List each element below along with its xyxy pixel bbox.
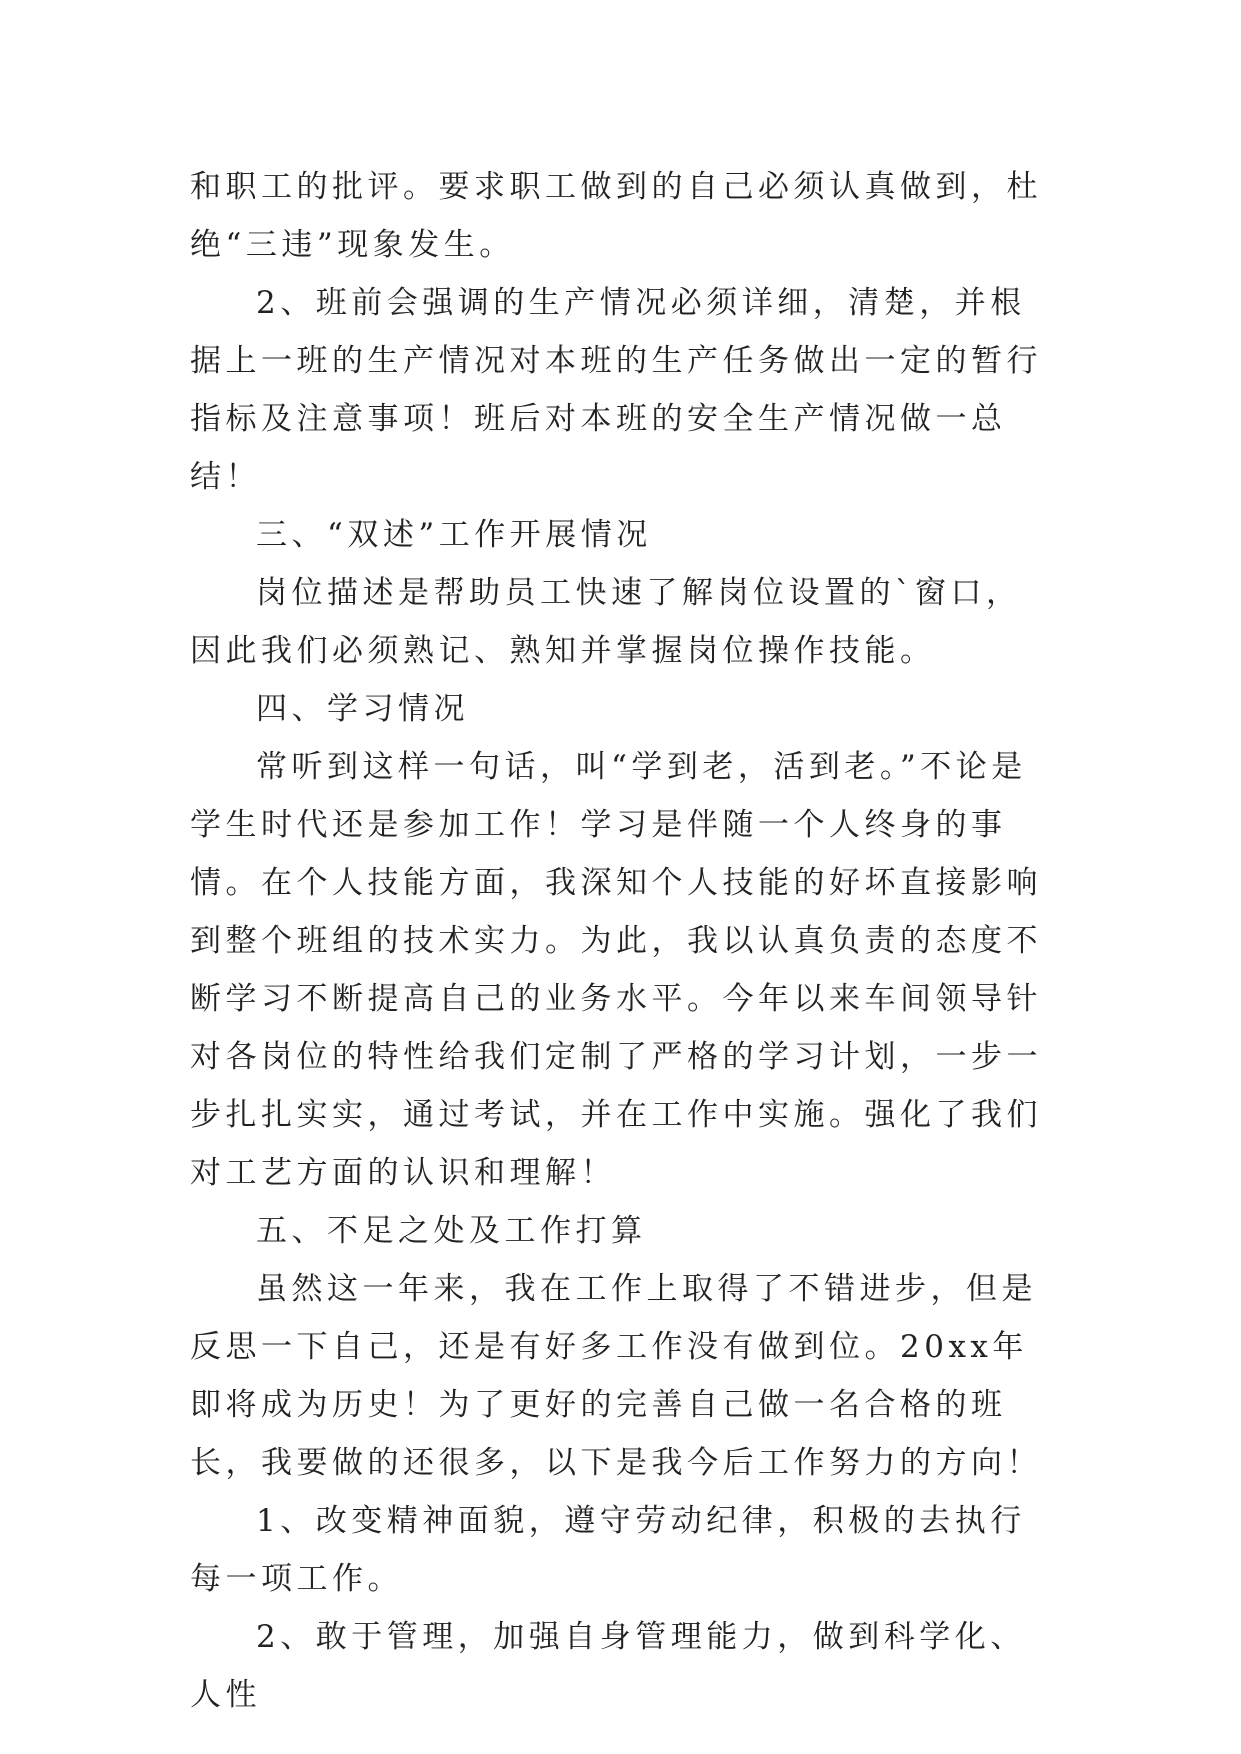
paragraph-continuation: 和职工的批评。要求职工做到的自己必须认真做到，杜绝“三违”现象发生。 — [190, 169, 1042, 263]
paragraph: 岗位描述是帮助员工快速了解岗位设置的`窗口，因此我们必须熟记、熟知并掌握岗位操作技能。 — [190, 575, 1022, 669]
section-heading-4: 四、学习情况 — [256, 691, 469, 727]
paragraph: 虽然这一年来，我在工作上取得了不错进步，但是反思一下自己，还是有好多工作没有做到位。20xx年即将成为历史！为了更好的完善自己做一名合格的班长，我要做的还很多，以下是我今后工作努力的方向！ — [190, 1271, 1042, 1481]
paragraph-item-2: 2、敢于管理，加强自身管理能力，做到科学化、人性 — [190, 1619, 1026, 1713]
paragraph: 常听到这样一句话，叫“学到老，活到老。”不论是学生时代还是参加工作！学习是伴随一个人终身的事情。在个人技能方面，我深知个人技能的好坏直接影响到整个班组的技术实力。为此，我以认真负责的态度不断学习不断提高自己的业务水平。今年以来车间领导针对各岗位的特性给我们定制了严格的学习计划，一步一步扎扎实实，通过考试，并在工作中实施。强化了我们对工艺方面的认识和理解！ — [190, 749, 1042, 1191]
paragraph-item-2: 2、班前会强调的生产情况必须详细，清楚，并根据上一班的生产情况对本班的生产任务做出一定的暂行指标及注意事项！班后对本班的安全生产情况做一总结！ — [190, 285, 1042, 495]
document-body — [190, 158, 1055, 1724]
section-heading-5: 五、不足之处及工作打算 — [256, 1213, 647, 1249]
section-heading-3: 三、“双述”工作开展情况 — [256, 517, 652, 553]
paragraph-item-1: 1、改变精神面貌，遵守劳动纪律，积极的去执行每一项工作。 — [190, 1503, 1026, 1597]
